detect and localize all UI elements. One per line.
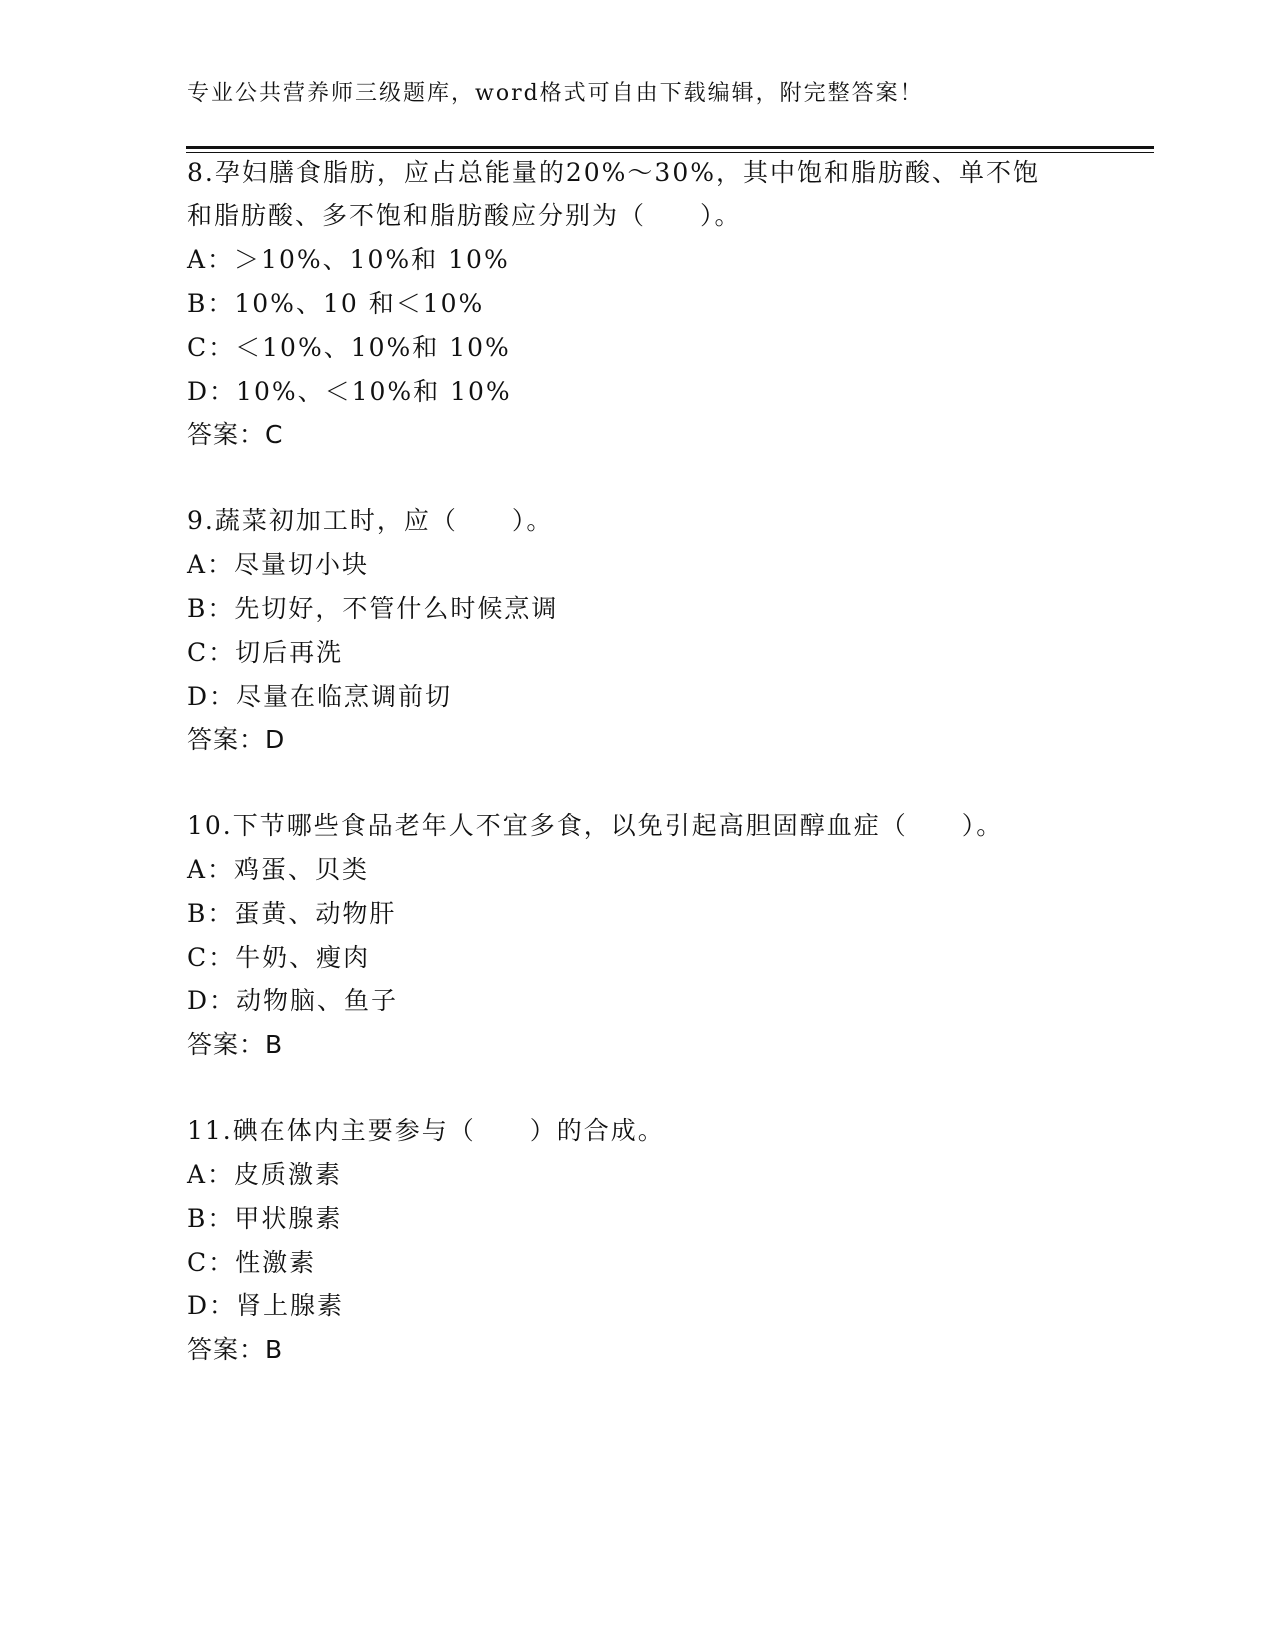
option-c: C：牛奶、瘦肉 [187, 943, 371, 972]
option-c: C：＜10%、10%和 10% [187, 333, 511, 362]
question-stem-line: 和脂肪酸、多不饱和脂肪酸应分别为（ ）。 [187, 201, 742, 230]
question-stem-line: 8.孕妇膳食脂肪，应占总能量的20%～30%，其中饱和脂肪酸、单不饱 [187, 158, 1040, 187]
option-d: D：肾上腺素 [187, 1291, 345, 1320]
answer: 答案：B [187, 1030, 284, 1059]
answer: 答案：D [187, 725, 286, 754]
option-b: B：蛋黄、动物肝 [187, 899, 397, 928]
option-d: D：10%、＜10%和 10% [187, 377, 512, 406]
option-b: B：甲状腺素 [187, 1204, 343, 1233]
option-c: C：性激素 [187, 1248, 317, 1277]
option-a: A：＞10%、10%和 10% [187, 245, 510, 274]
option-d: D：尽量在临烹调前切 [187, 682, 453, 711]
option-a: A：鸡蛋、贝类 [187, 855, 370, 884]
option-a: A：尽量切小块 [187, 550, 370, 579]
answer: 答案：C [187, 420, 284, 449]
header-text: 专业公共营养师三级题库，word格式可自由下载编辑，附完整答案！ [187, 81, 924, 106]
answer: 答案：B [187, 1335, 284, 1364]
option-b: B：10%、10 和＜10% [187, 289, 485, 318]
option-c: C：切后再洗 [187, 638, 344, 667]
option-a: A：皮质激素 [187, 1160, 343, 1189]
header-rule-thin [186, 152, 1154, 153]
option-d: D：动物脑、鱼子 [187, 986, 399, 1015]
question-stem-line: 11.碘在体内主要参与（ ）的合成。 [187, 1116, 665, 1145]
option-b: B：先切好，不管什么时候烹调 [187, 594, 559, 623]
question-stem-line: 9.蔬菜初加工时，应（ ）。 [187, 506, 554, 535]
header-rule-thick [186, 146, 1154, 149]
question-stem-line: 10.下节哪些食品老年人不宜多食，以免引起高胆固醇血症（ ）。 [187, 811, 1004, 840]
